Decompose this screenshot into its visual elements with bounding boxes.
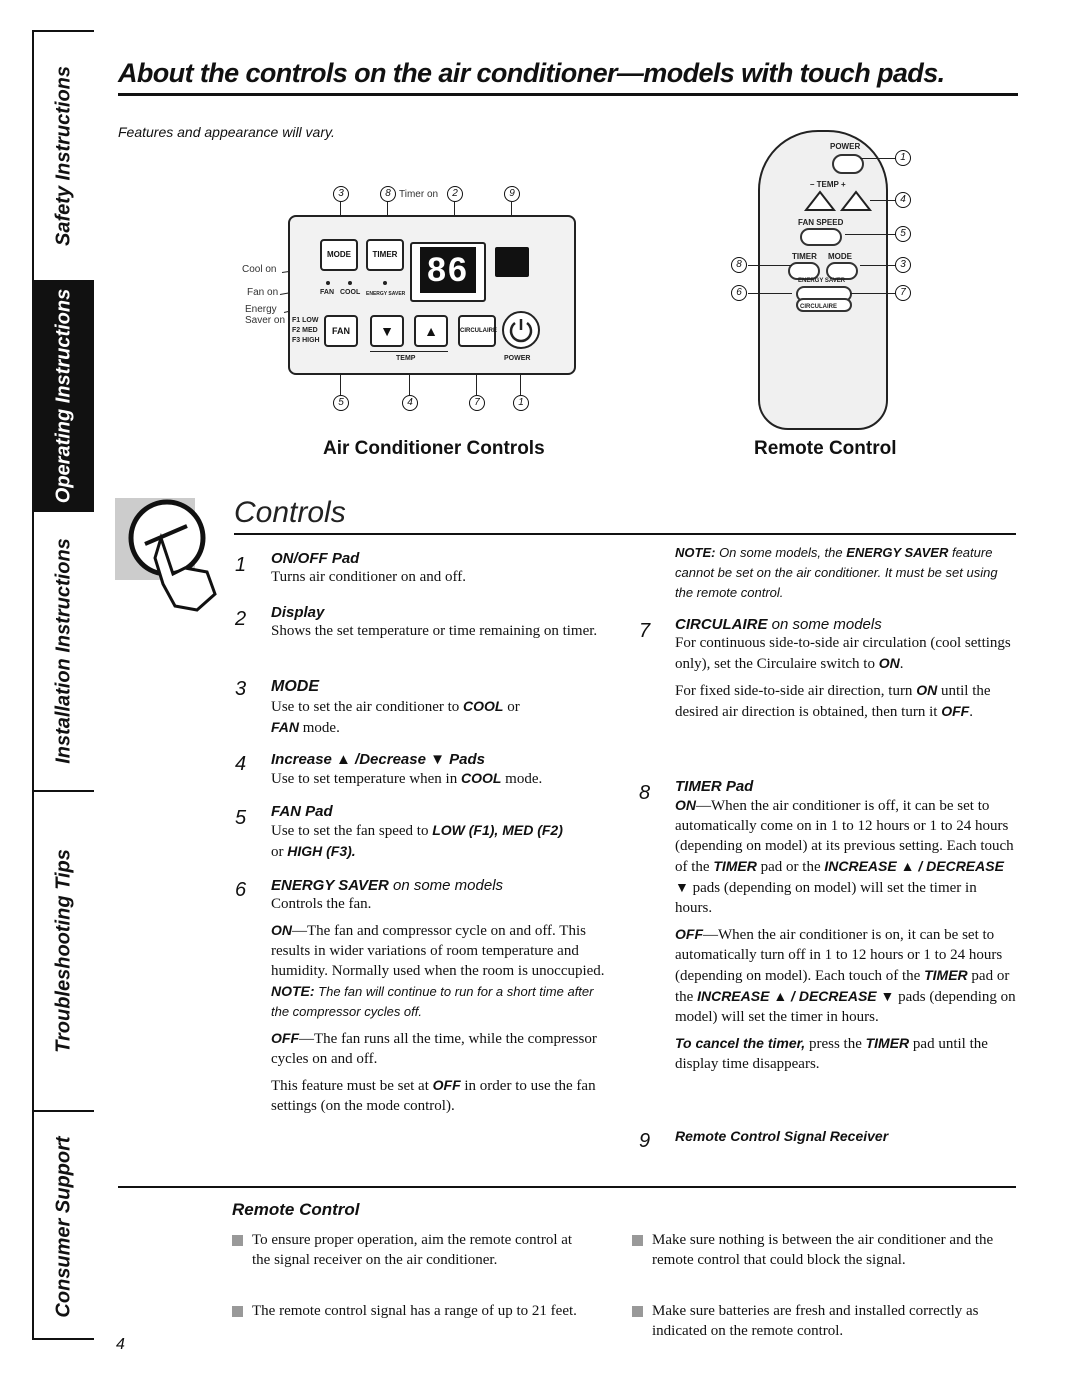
energy-saver-on-text: ON—The fan and compressor cycle on and off. This results in wider variations of room temperature and humidity. Normally used when the room is unoccupied. NOTE: The fan will continue to run for a short time after the compressor cycles off. (271, 922, 605, 1019)
item-body: Use to set temperature when in COOL mode. (271, 770, 543, 787)
finger-press-icon (115, 498, 225, 613)
callout-3: 3 (333, 186, 349, 202)
tab-installation-instructions[interactable]: Installation Instructions (34, 512, 94, 792)
item-body: Controls the fan. (271, 896, 372, 912)
callout-8: 8 (380, 186, 396, 202)
section-tabs (32, 30, 94, 1340)
remote-power-label: POWER (830, 142, 861, 151)
remote-fan-speed-label: FAN SPEED (798, 218, 844, 227)
temperature-display: 86 (420, 247, 476, 293)
remote-energy-saver-label: ENERGY SAVER (798, 278, 846, 284)
remote-callout-5: 5 (895, 226, 911, 242)
item-signal-receiver: 9 Remote Control Signal Receiver (675, 1128, 1017, 1144)
circulaire-on-text: For continuous side-to-side air circulation (cool settings only), set the Circulaire switch to ON. (675, 635, 1011, 672)
timer-on-label: Timer on (399, 189, 439, 200)
remote-callout-7: 7 (895, 285, 911, 301)
callout-9: 9 (504, 186, 520, 202)
power-pad[interactable] (502, 311, 540, 349)
bullet-item: The remote control signal has a range of up to 21 feet. (232, 1301, 592, 1321)
item-heading: TIMER Pad (675, 778, 754, 795)
page-title: About the controls on the air conditioner—models with touch pads. (118, 58, 1018, 96)
item-heading: ON/OFF Pad (271, 550, 360, 567)
page-number: 4 (116, 1336, 125, 1353)
item-energy-saver: 6 ENERGY SAVER on some models Controls the fan. ON—The fan and compressor cycle on and off. This results in wider variations of room temperature and humidity. Normally used when the room is unoccupied. NOTE: The fan will continue to run for a short time after the compressor cycles off. OFF—The fan runs all the time, while the compressor cycles on and off. This feature must be set at OFF in order to use the fan settings (on the mode control). (235, 877, 605, 1114)
item-body: Use to set the air conditioner to COOL or FAN mode. (271, 698, 520, 736)
fan-pad[interactable]: FAN (324, 315, 358, 347)
control-panel (288, 215, 576, 375)
tab-consumer-support[interactable]: Consumer Support (52, 1136, 75, 1318)
tab-troubleshooting-tips[interactable]: Troubleshooting Tips (34, 792, 94, 1112)
timer-off-text: OFF—When the air conditioner is on, it can be set to automatically turn off in 1 to 12 hours or 1 to 24 hours (depending on model). Each touch of the TIMER pad or the INCREASE ▲ / DECREASE ▼ pads (depending on model) will set the timer in hours. (675, 926, 1016, 1025)
remote-callout-4: 4 (895, 192, 911, 208)
item-heading: FAN Pad (271, 803, 333, 820)
item-heading: CIRCULAIRE on some models (675, 616, 882, 633)
remote-callout-8: 8 (731, 257, 747, 273)
tab-safety-instructions[interactable]: Safety Instructions (34, 32, 94, 282)
saver-on-label: Saver on (245, 315, 286, 326)
cool-indicator-label: COOL (340, 289, 361, 296)
remote-fan-speed-button[interactable] (800, 228, 842, 246)
remote-temp-label: – TEMP + (810, 180, 846, 189)
callout-4: 4 (402, 395, 418, 411)
item-display: 2 Display Shows the set temperature or time remaining on timer. (271, 604, 606, 641)
timer-on-text: ON—When the air conditioner is off, it can be set to automatically come on in 1 to 12 hours or 1 to 24 hours (depending on model) at its previous setting. Each touch of the TIMER pad or the INCREASE ▲ / DECREASE ▼ pads (depending on model) will set the timer in hours. (675, 797, 1014, 916)
f3-label: F3 HIGH (292, 337, 320, 344)
item-body: Shows the set temperature or time remaining on timer. (271, 623, 598, 639)
cancel-timer-text: To cancel the timer, press the TIMER pad until the display time disappears. (675, 1035, 988, 1072)
circulaire-switch[interactable]: CIRCULAIRE (458, 315, 496, 347)
remote-callout-6: 6 (731, 285, 747, 301)
item-body: Turns air conditioner on and off. (271, 569, 466, 585)
bullet-item: To ensure proper operation, aim the remote control at the signal receiver on the air conditioner. (232, 1230, 592, 1270)
remote-timer-label: TIMER (792, 252, 817, 261)
increase-pad[interactable]: ▲ (414, 315, 448, 347)
temp-label: TEMP (396, 355, 416, 362)
item-heading: Remote Control Signal Receiver (675, 1128, 889, 1144)
ac-controls-heading: Air Conditioner Controls (323, 438, 545, 459)
item-heading: ENERGY SAVER on some models (271, 877, 504, 894)
remote-callout-1: 1 (895, 150, 911, 166)
remote-power-button[interactable] (832, 154, 864, 174)
cool-on-label: Cool on (242, 264, 277, 275)
decrease-pad[interactable]: ▼ (370, 315, 404, 347)
remote-callout-3: 3 (895, 257, 911, 273)
energy-saver-off-text: OFF—The fan runs all the time, while the compressor cycles on and off. (271, 1030, 597, 1067)
callout-7: 7 (469, 395, 485, 411)
bullet-item: Make sure batteries are fresh and installed correctly as indicated on the remote control. (632, 1301, 1036, 1341)
bullet-item: Make sure nothing is between the air conditioner and the remote control that could block the signal. (632, 1230, 1036, 1270)
power-icon (504, 313, 538, 347)
item-timer-pad: 8 TIMER Pad ON—When the air conditioner is off, it can be set to automatically come on in 1 to 12 hours or 1 to 24 hours (depending on model) at its previous setting. Each touch of the TIMER pad or the INCREASE ▲ / DECREASE ▼ pads (depending on model) will set the timer in hours. OFF—When the air conditioner is on, it can be set to automatically turn off in 1 to 12 hours or 1 to 24 hours (depending on model). Each touch of the TIMER pad or the INCREASE ▲ / DECREASE ▼ pads (depending on model) will set the timer in hours. To cancel the timer, press the TIMER pad until the display time disappears. (639, 778, 1016, 1072)
signal-receiver (495, 247, 529, 277)
remote-control-heading: Remote Control (754, 438, 897, 459)
item-heading: MODE (271, 678, 319, 695)
f2-label: F2 MED (292, 327, 318, 334)
item-on-off-pad: 1 ON/OFF Pad Turns air conditioner on and off. (271, 550, 606, 587)
fan-on-label: Fan on (247, 287, 279, 298)
fan-indicator-label: FAN (320, 289, 334, 296)
callout-5: 5 (333, 395, 349, 411)
item-circulaire: 7 CIRCULAIRE on some models For continuous side-to-side air circulation (cool settings only), set the Circulaire switch to ON. For fixed side-to-side air direction, turn ON until the desired air direction is obtained, then turn it OFF. (675, 616, 1017, 722)
f1-label: F1 LOW (292, 317, 319, 324)
energy-saver-note: This feature must be set at OFF in order to use the fan settings (on the mode control). (271, 1077, 596, 1114)
section-title: Controls (234, 496, 346, 529)
item-heading: Display (271, 604, 325, 621)
power-label: POWER (504, 355, 531, 362)
item-fan-pad: 5 FAN Pad Use to set the fan speed to LOW (F1), MED (F2) or HIGH (F3). (271, 803, 606, 862)
remote-section-heading: Remote Control (232, 1200, 360, 1219)
temp-arrows-icon (804, 188, 874, 212)
item-mode: 3 MODE Use to set the air conditioner to COOL or FAN mode. (271, 678, 606, 738)
mode-pad[interactable]: MODE (320, 239, 358, 271)
item-body: Use to set the fan speed to LOW (F1), MED (F2) or HIGH (F3). (271, 822, 563, 860)
circulaire-fixed-text: For fixed side-to-side air direction, turn ON until the desired air direction is obtained, then turn it OFF. (675, 682, 991, 720)
remote-control (758, 130, 888, 430)
energy-label: Energy (245, 304, 277, 315)
item-increase-decrease: 4 Increase ▲ /Decrease ▼ Pads Use to set temperature when in COOL mode. (271, 751, 606, 789)
divider (118, 1186, 1016, 1188)
timer-pad[interactable]: TIMER (366, 239, 404, 271)
energy-saver-remote-note: NOTE: On some models, the ENERGY SAVER feature cannot be set on the air conditioner. It must be set using the remote control. (675, 545, 998, 600)
remote-circulaire-label: CIRCULAIRE (800, 304, 837, 310)
tab-operating-instructions[interactable]: Operating Instructions (34, 282, 94, 512)
divider (234, 533, 1016, 535)
item-heading: Increase ▲ /Decrease ▼ Pads (271, 751, 485, 768)
callout-1: 1 (513, 395, 529, 411)
remote-mode-label: MODE (828, 252, 852, 261)
callout-2: 2 (447, 186, 463, 202)
energy-saver-indicator-label: ENERGY SAVER (366, 291, 406, 297)
features-note: Features and appearance will vary. (118, 124, 335, 140)
